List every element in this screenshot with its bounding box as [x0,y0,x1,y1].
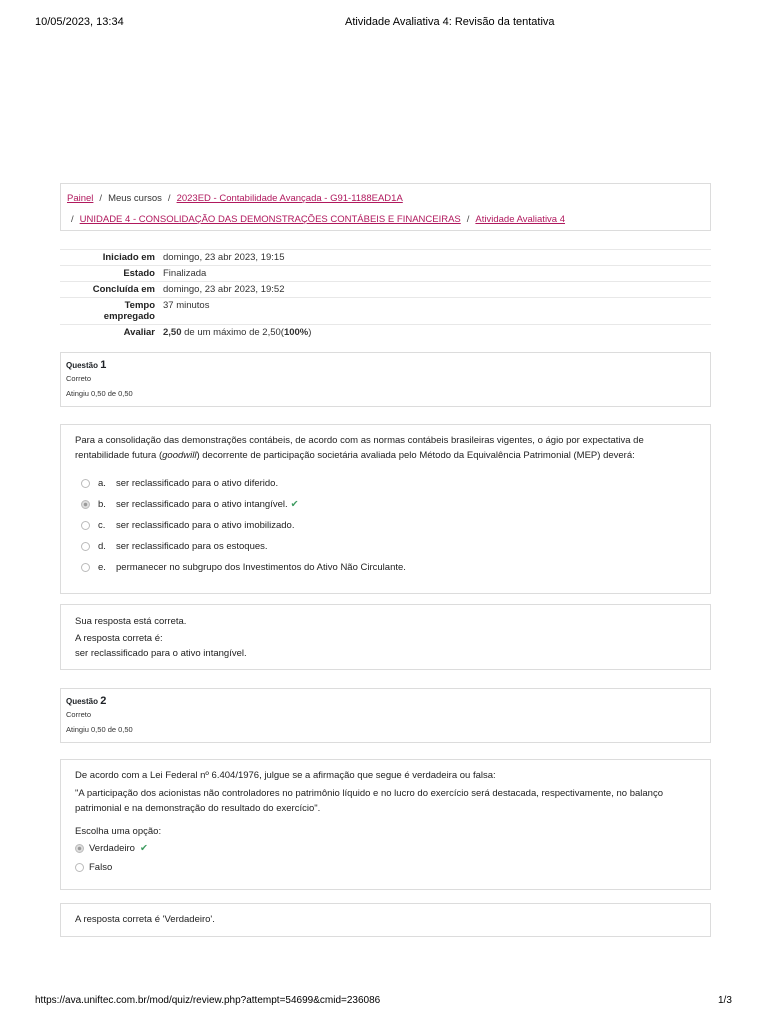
option-b[interactable]: b. ser reclassificado para o ativo intangível. ✔ [81,494,696,515]
breadcrumb-separator: / [71,214,74,225]
print-page-number: 1/3 [718,995,732,1006]
started-value: domingo, 23 abr 2023, 19:15 [163,252,285,263]
question-2-number: Questão 2 [66,695,107,707]
question-2-status: Correto [66,710,92,719]
print-url: https://ava.uniftec.com.br/mod/quiz/review.php?attempt=54699&cmid=236086 [35,995,381,1006]
radio-icon[interactable] [75,863,84,872]
radio-icon[interactable] [81,479,90,488]
state-label: Estado [123,268,155,279]
question-2-content [60,759,711,890]
breadcrumb-activity[interactable]: Atividade Avaliativa 4 [475,214,566,225]
breadcrumb-separator: / [99,193,103,204]
question-1-grade: Atingiu 0,50 de 0,50 [66,389,133,398]
grade-label: Avaliar [123,327,155,338]
question-1-text: Para a consolidação das demonstrações contábeis, de acordo com as normas contábeis brasileiras vigentes, o ágio por expectativa de rentabilidade futura (goodwill) decorrente de participação societária avaliada pelo Método da Equivalência Patrimonial (MEP) deverá: [75,435,644,461]
time-label: Tempo empregado [103,300,155,322]
breadcrumb-course[interactable]: 2023ED - Contabilidade Avançada - G91-1188EAD1A [176,193,403,204]
print-title: Atividade Avaliativa 4: Revisão da tentativa [345,16,555,28]
feedback-answer-label: A resposta correta é: [75,633,163,644]
completed-value: domingo, 23 abr 2023, 19:52 [163,284,285,295]
question-1-content [60,424,711,594]
breadcrumb-unit[interactable]: UNIDADE 4 - CONSOLIDAÇÃO DAS DEMONSTRAÇÕES CONTÁBEIS E FINANCEIRAS [79,214,461,225]
print-datetime: 10/05/2023, 13:34 [35,16,124,28]
question-2-feedback [60,903,711,937]
radio-icon[interactable] [81,542,90,551]
state-value: Finalizada [163,268,207,279]
started-label: Iniciado em [102,252,155,263]
breadcrumb-painel[interactable]: Painel [67,193,94,204]
option-e[interactable]: e. permanecer no subgrupo dos Investimentos do Ativo Não Circulante. [81,557,696,578]
question-2-grade: Atingiu 0,50 de 0,50 [66,725,133,734]
check-icon: ✔ [139,842,148,854]
option-d[interactable]: d. ser reclassificado para os estoques. [81,536,696,557]
feedback-answer: A resposta correta é 'Verdadeiro'. [75,914,215,925]
question-1-status: Correto [66,374,92,383]
completed-label: Concluída em [92,284,155,295]
breadcrumb-separator: / [167,193,171,204]
option-c[interactable]: c. ser reclassificado para o ativo imobilizado. [81,515,696,536]
breadcrumb-separator: / [466,214,470,225]
grade-value: 2,50 de um máximo de 2,50(100%) [163,327,312,338]
radio-icon[interactable] [81,563,90,572]
question-1-options [75,473,696,578]
feedback-correct: Sua resposta está correta. [75,616,187,627]
question-1-feedback [60,604,711,670]
radio-icon[interactable] [81,521,90,530]
option-a[interactable]: a. ser reclassificado para o ativo diferido. [81,473,696,494]
time-value: 37 minutos [163,300,210,311]
option-false[interactable]: Falso [75,857,696,877]
question-2-info [60,688,711,743]
check-icon: ✔ [290,499,299,510]
question-1-info [60,352,711,407]
feedback-answer: ser reclassificado para o ativo intangível. [75,648,247,659]
breadcrumb-meus-cursos[interactable]: Meus cursos [108,193,162,204]
choose-option-label: Escolha uma opção: [75,826,162,837]
attempt-summary [60,249,711,340]
question-1-number: Questão 1 [66,359,107,371]
radio-icon[interactable] [75,844,84,853]
radio-icon[interactable] [81,500,90,509]
option-true[interactable]: Verdadeiro ✔ [75,839,696,857]
breadcrumb [60,183,711,231]
question-2-text: De acordo com a Lei Federal nº 6.404/1976, julgue se a afirmação que segue é verdadeira ou falsa: "A participação dos acionistas não controladores no patrimônio líquido e no lucro do exercício será destacada, respectivamente, no balanço patrimonial e na demonstração do resultado do exercício". [75,770,663,814]
